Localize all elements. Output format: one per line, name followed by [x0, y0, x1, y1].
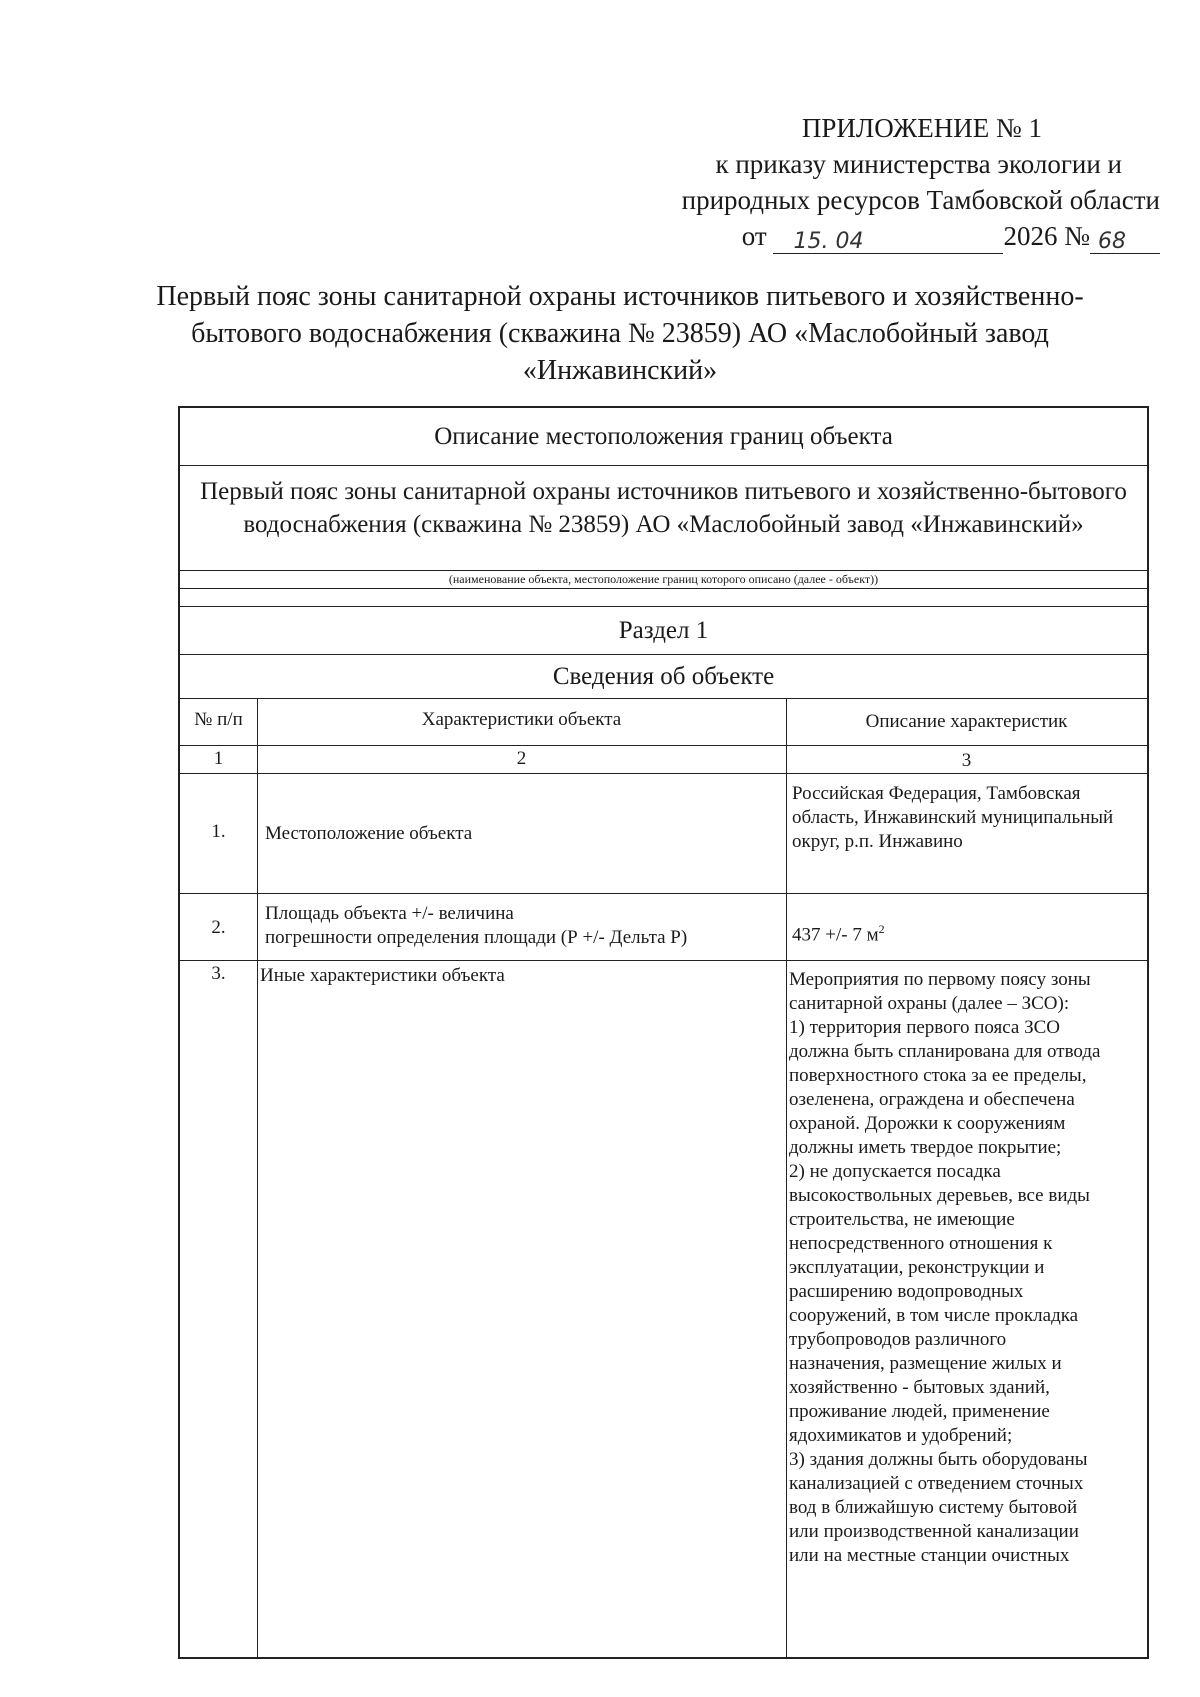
row-3-name: Иные характеристики объекта [260, 965, 505, 986]
column-header-description: Описание характеристик [865, 711, 1068, 732]
appendix-ministry-line: природных ресурсов Тамбовской области [681, 185, 1160, 215]
date-prefix: от [741, 221, 767, 251]
column-number-2: 2 [516, 748, 527, 769]
row-2-value-superscript: 2 [878, 922, 885, 936]
column-header-characteristics: Характеристики объекта [421, 709, 622, 730]
column-divider [257, 698, 258, 1657]
table-divider [180, 588, 1147, 589]
table-divider [180, 960, 1147, 961]
table-divider [180, 698, 1147, 699]
year-label: 2026 № [1003, 221, 1090, 251]
row-3-number: 3. [211, 963, 226, 984]
section-title: Сведения об объекте [552, 663, 775, 690]
row-2-number: 2. [211, 917, 226, 938]
table-divider [180, 570, 1147, 571]
table-divider [180, 654, 1147, 655]
row-3-value: Мероприятия по первому поясу зоны санитарной охраны (далее – ЗСО): 1) территория первого пояса ЗСО должна быть спланирована для отвода поверхностного стока за ее пределы, озеленена, ограждена и обеспечена охраной. Дорожки к сооружениям должны иметь твердое покрытие; 2) не допускается посадка высокоствольных деревьев, все виды строительства, не имеющие непосредственного отношения к эксплуатации, реконструкции и расширению водопроводных сооружений, в том числе прокладка трубопроводов различного назначения, размещение жилых и хозяйственно - бытовых зданий, проживание людей, применение ядохимикатов и удобрений; 3) здания должны быть оборудованы канализацией с отведением сточных вод в ближайшую систему бытовой или производственной канализации или на местные станции очистных [789, 969, 1101, 1566]
table-header: Описание местоположения границ объекта [434, 423, 893, 450]
object-name: Первый пояс зоны санитарной охраны источников питьевого и хозяйственно-бытового водоснабжения (скважина № 23859) АО «Маслобойный завод «Инжавинский» [200, 478, 1127, 538]
row-2-value-text: 437 +/- 7 м [792, 924, 879, 946]
object-name-note: (наименование объекта, местоположение границ которого описано (далее - объект)) [448, 572, 879, 586]
appendix-order-line: к приказу министерства экологии и [715, 149, 1122, 179]
section-number: Раздел 1 [618, 617, 709, 644]
table-divider [180, 745, 1147, 746]
row-1-value: Российская Федерация, Тамбовская область, Инжавинский муниципальный округ, р.п. Инжавино [792, 783, 1114, 852]
column-divider [786, 698, 787, 1657]
table-divider [180, 606, 1147, 607]
handwritten-date: 15. 04 [773, 224, 1003, 254]
row-1-number: 1. [211, 821, 226, 842]
table-divider [180, 465, 1147, 466]
appendix-block [600, 110, 1160, 254]
document-title: Первый пояс зоны санитарной охраны источников питьевого и хозяйственно-бытового водоснабжения (скважина № 23859) АО «Маслобойный завод «Инжавинский» [156, 281, 1084, 386]
column-header-number: № п/п [194, 709, 243, 730]
table-divider [180, 773, 1147, 774]
row-2-value [792, 917, 1132, 947]
appendix-title: ПРИЛОЖЕНИЕ № 1 [801, 113, 1042, 143]
handwritten-number: 68 [1090, 224, 1160, 254]
column-number-1: 1 [213, 748, 224, 769]
table-divider [180, 893, 1147, 894]
row-2-name: Площадь объекта +/- величина погрешности определения площади (Р +/- Дельта Р) [265, 903, 688, 948]
row-1-name: Местоположение объекта [265, 823, 473, 844]
appendix-date-line [742, 218, 1160, 254]
column-number-3: 3 [961, 750, 972, 771]
object-table [178, 406, 1149, 1659]
